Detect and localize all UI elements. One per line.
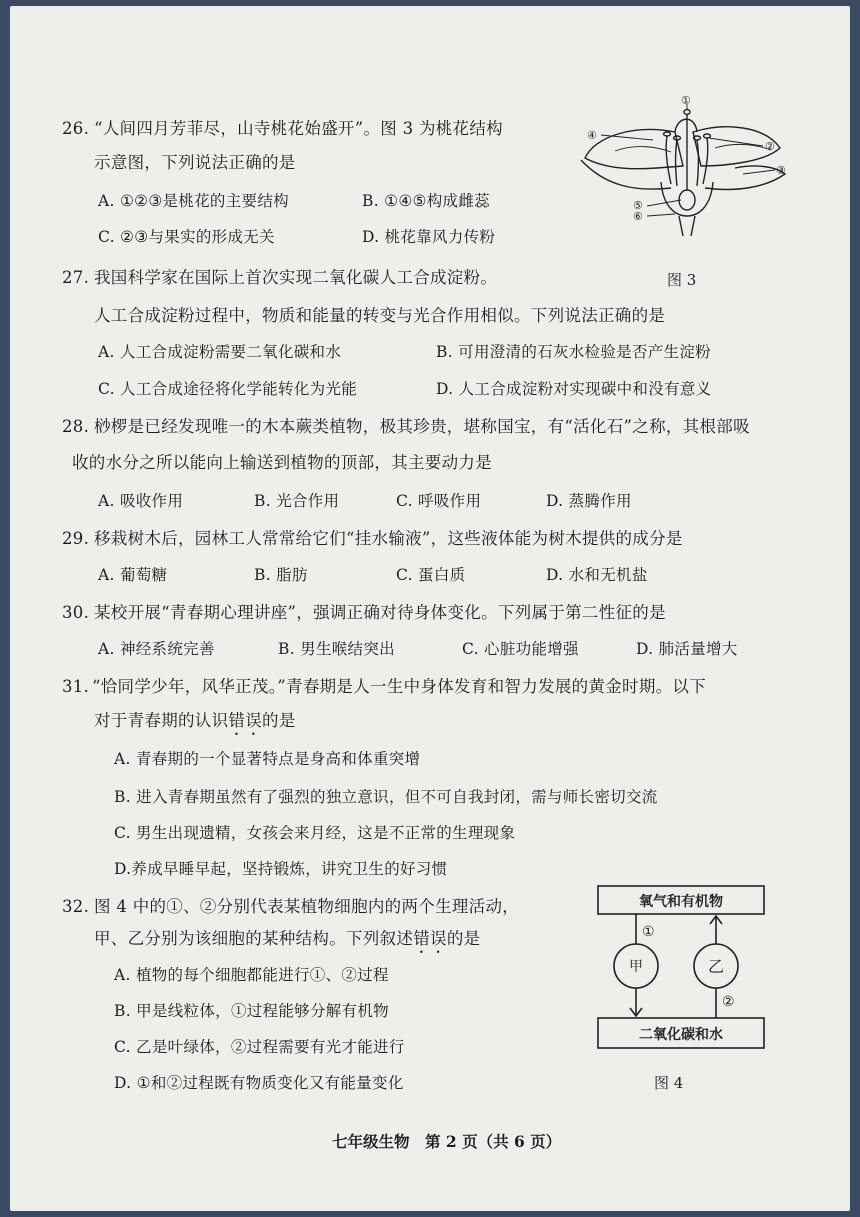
- question-26-option-a: A. ①②③是桃花的主要结构: [98, 192, 289, 210]
- question-31-option-a: A. 青春期的一个显著特点是身高和体重突增: [114, 750, 421, 768]
- cell-process-diagram: [596, 884, 776, 1056]
- question-31-stem-end: 的是: [262, 711, 296, 730]
- exam-page: [10, 6, 850, 1211]
- question-28-option-c: C. 呼吸作用: [396, 492, 482, 510]
- question-31-option-b: B. 进入青春期虽然有了强烈的独立意识，但不可自我封闭，需与师长密切交流: [114, 788, 658, 806]
- question-27-option-a: A. 人工合成淀粉需要二氧化碳和水: [98, 343, 342, 361]
- right-structure-label: 乙: [707, 957, 725, 976]
- question-29-option-a: A. 葡萄糖: [98, 566, 168, 584]
- question-31-stem-line1: “恰同学少年，风华正茂。”青春期是人一生中身体发育和智力发展的黄金时期。以下: [92, 677, 707, 696]
- question-30-option-c: C. 心脏功能增强: [462, 640, 579, 658]
- question-31-stem-text: 对于青春期的认识: [94, 711, 229, 730]
- question-26-number: 26.: [62, 119, 90, 138]
- question-28-number: 28.: [62, 417, 90, 436]
- left-structure-label: 甲: [629, 959, 643, 975]
- question-30-option-d: D. 肺活量增大: [636, 640, 738, 658]
- question-32-stem-text: 甲、乙分别为该细胞的某种结构。下列叙述: [94, 929, 414, 948]
- figure-4-caption: 图 4: [654, 1074, 684, 1092]
- question-29-option-c: C. 蛋白质: [396, 566, 466, 584]
- question-32-emphasis: 错误: [413, 929, 447, 948]
- question-27-option-b: B. 可用澄清的石灰水检验是否产生淀粉: [436, 343, 711, 361]
- question-32-option-a: A. 植物的每个细胞都能进行①、②过程: [114, 966, 389, 984]
- question-27-stem-line1: 我国科学家在国际上首次实现二氧化碳人工合成淀粉。: [94, 268, 498, 287]
- question-30-option-b: B. 男生喉结突出: [278, 640, 395, 658]
- question-32-number: 32.: [62, 897, 90, 916]
- question-28-option-d: D. 蒸腾作用: [546, 492, 632, 510]
- question-31-number: 31.: [62, 677, 90, 696]
- question-26-stem-line2: 示意图，下列说法正确的是: [94, 153, 296, 172]
- question-26-option-b: B. ①④⑤构成雌蕊: [362, 192, 490, 210]
- peach-flower-diagram: [575, 96, 790, 246]
- question-27-option-d: D. 人工合成淀粉对实现碳中和没有意义: [436, 380, 712, 398]
- question-32-stem-line1: 图 4 中的①、②分别代表某植物细胞内的两个生理活动，: [94, 897, 520, 916]
- question-26-option-c: C. ②③与果实的形成无关: [98, 228, 275, 246]
- question-28-option-b: B. 光合作用: [254, 492, 340, 510]
- process-1-label: ①: [642, 924, 655, 940]
- question-29-option-b: B. 脂肪: [254, 566, 308, 584]
- question-30-stem: 某校开展“青春期心理讲座”，强调正确对待身体变化。下列属于第二性征的是: [94, 603, 666, 622]
- question-31-option-d: D.养成早睡早起，坚持锻炼，讲究卫生的好习惯: [114, 860, 448, 878]
- question-32-stem-end: 的是: [446, 929, 481, 948]
- question-26-option-d: D. 桃花靠风力传粉: [362, 228, 496, 246]
- bottom-box-label: 二氧化碳和水: [639, 1027, 723, 1043]
- question-27-option-c: C. 人工合成途径将化学能转化为光能: [98, 380, 358, 398]
- flower-marker-6: ⑥: [633, 210, 643, 223]
- flower-marker-1: ①: [681, 94, 691, 107]
- top-box-label: 氧气和有机物: [639, 894, 723, 910]
- flower-marker-4: ④: [587, 129, 597, 142]
- question-29-stem: 移栽树木后，园林工人常常给它们“挂水输液”，这些液体能为树木提供的成分是: [94, 529, 683, 548]
- flower-marker-3: ③: [776, 164, 786, 177]
- process-2-label: ②: [722, 994, 735, 1010]
- flower-marker-2: ②: [765, 140, 775, 153]
- question-26-stem-line1: “人间四月芳菲尽，山寺桃花始盛开”。图 3 为桃花结构: [94, 119, 503, 138]
- question-29-number: 29.: [62, 529, 90, 548]
- question-28-stem-line1: 桫椤是已经发现唯一的木本蕨类植物，极其珍贵，堪称国宝，有“活化石”之称，其根部吸: [94, 417, 750, 436]
- question-28-stem-line2: 收的水分之所以能向上输送到植物的顶部，其主要动力是: [72, 453, 492, 472]
- question-31-option-c: C. 男生出现遗精，女孩会来月经，这是不正常的生理现象: [114, 824, 516, 842]
- question-28-option-a: A. 吸收作用: [98, 492, 184, 510]
- question-32-option-d: D. ①和②过程既有物质变化又有能量变化: [114, 1074, 404, 1092]
- question-27-stem-line2: 人工合成淀粉过程中，物质和能量的转变与光合作用相似。下列说法正确的是: [94, 306, 666, 325]
- figure-3-caption: 图 3: [667, 271, 697, 289]
- question-32-option-c: C. 乙是叶绿体，②过程需要有光才能进行: [114, 1038, 405, 1056]
- question-32-stem-line2: [94, 928, 480, 957]
- question-30-number: 30.: [62, 603, 90, 622]
- question-31-emphasis: 错误: [228, 711, 263, 730]
- question-30-option-a: A. 神经系统完善: [98, 640, 215, 658]
- question-32-option-b: B. 甲是线粒体，①过程能够分解有机物: [114, 1002, 389, 1020]
- flower-marker-5: ⑤: [633, 199, 643, 212]
- question-27-number: 27.: [62, 268, 90, 287]
- page-footer: 七年级生物 第 2 页（共 6 页）: [332, 1132, 562, 1151]
- question-31-stem-line2: [94, 710, 296, 739]
- question-29-option-d: D. 水和无机盐: [546, 566, 648, 584]
